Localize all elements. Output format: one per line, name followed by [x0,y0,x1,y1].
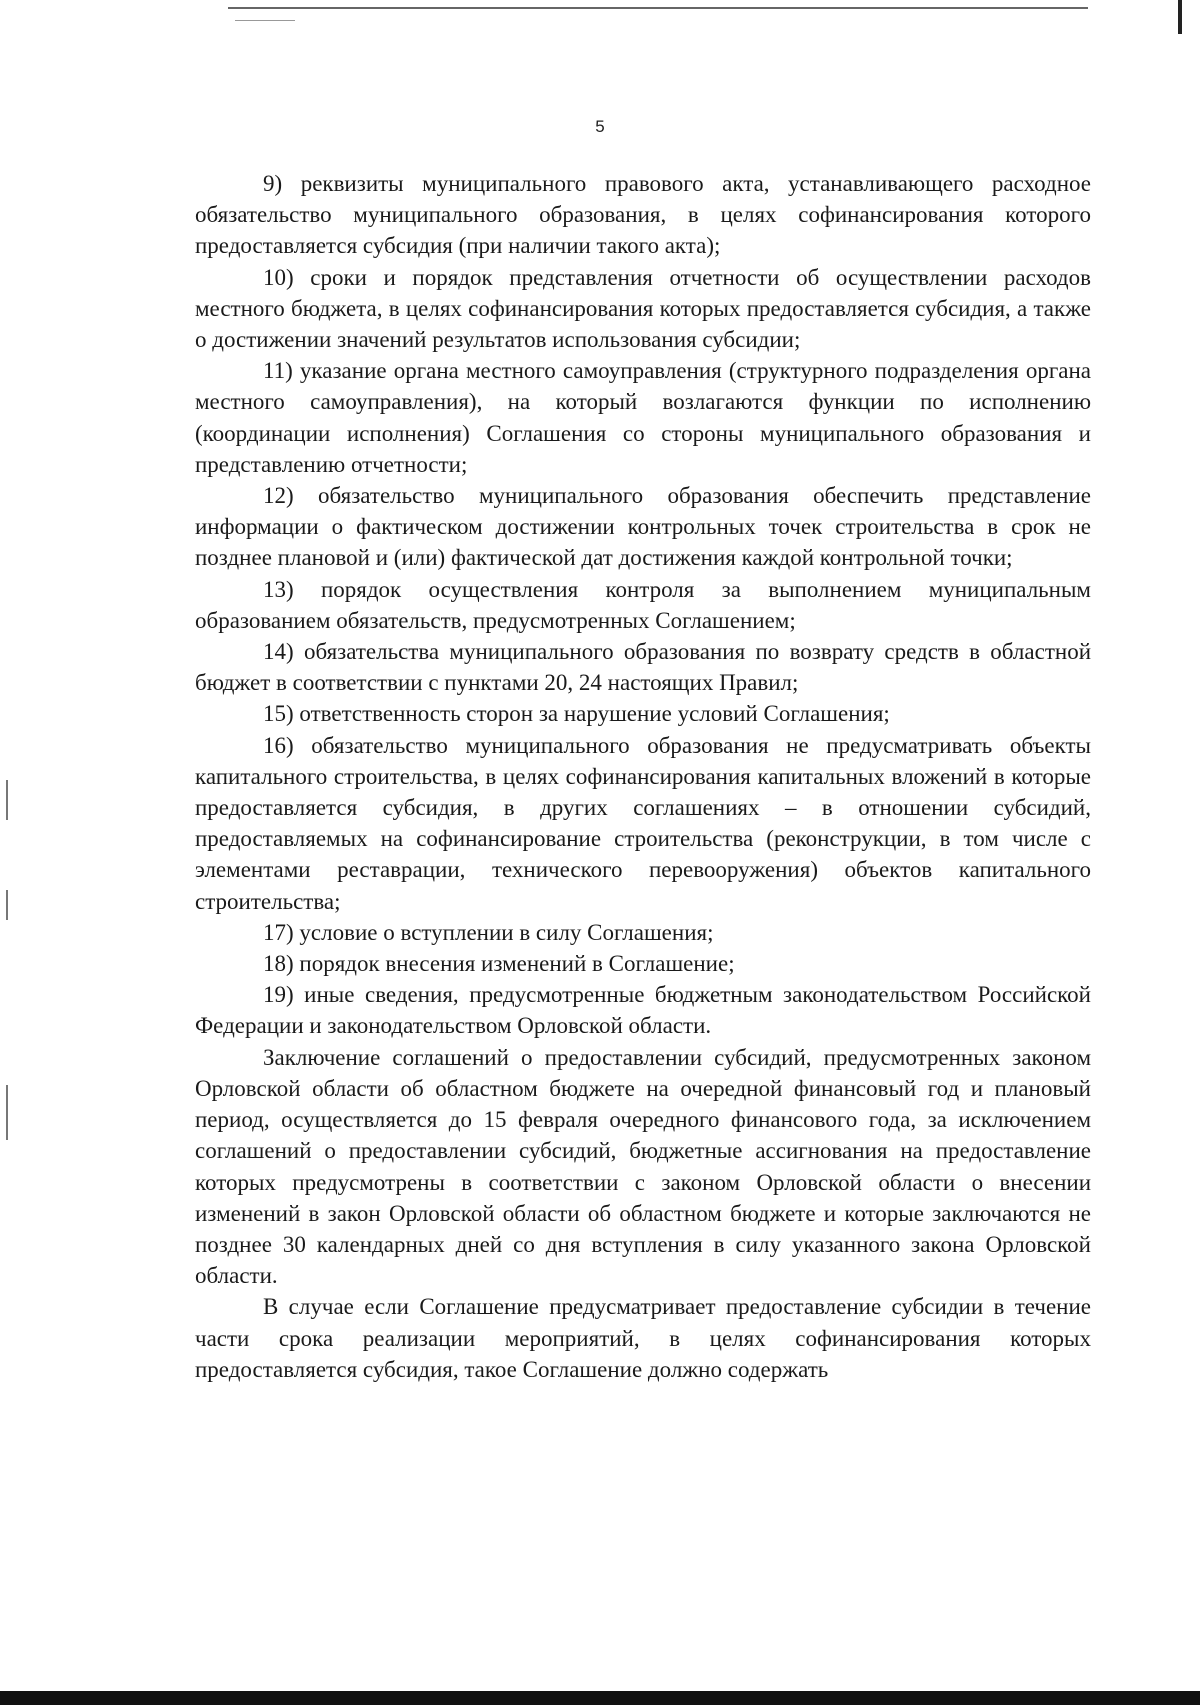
paragraph: 16) обязательство муниципального образования не предусматривать объекты капитального строительства, в целях софинансирования капитальных вложений в которые предоставляется субсидия, в других соглашениях – в отношении субсидий, предоставляемых на софинансирование строительства (реконструкции, в том числе с элементами реставрации, технического перевооружения) объектов капитального строительства; [195,732,1091,914]
paragraph: 9) реквизиты муниципального правового акта, устанавливающего расходное обязательство муниципального образования, в целях софинансирования которого предоставляется субсидия (при наличии такого акта); [195,171,1091,259]
paragraph: 19) иные сведения, предусмотренные бюджетным законодательством Российской Федерации и законодательством Орловской области. [195,982,1091,1039]
scan-top-edge [228,7,1088,9]
scan-right-edge [1178,0,1182,34]
paragraph: 10) сроки и порядок представления отчетности об осуществлении расходов местного бюджета, в целях софинансирования которых предоставляется субсидия, а также о достижении значений результатов использования субсидии; [195,264,1091,353]
paragraph: Заключение соглашений о предоставлении субсидий, предусмотренных законом Орловской области об областном бюджете на очередной финансовый год и плановый период, осуществляется до 15 февраля очередного финансового года, за исключением соглашений о предоставлении субсидий, бюджетные ассигнования на предоставление которых предусмотрены в соответствии с законом Орловской области о внесении изменений в закон Орловской области об областном бюджете и которые заключаются не позднее 30 календарных дней со дня вступления в силу указанного закона Орловской области. [195,1044,1091,1289]
page-number: 5 [595,117,605,136]
paragraph: 15) ответственность сторон за нарушение условий Соглашения; [263,701,890,727]
scan-bottom-edge [0,1691,1200,1705]
scan-top-mark [235,20,295,21]
paragraph: 14) обязательства муниципального образования по возврату средств в областной бюджет в соответствии с пунктами 20, 24 настоящих Правил; [195,639,1091,696]
document-body [195,168,1091,1385]
paragraph: В случае если Соглашение предусматривает предоставление субсидии в течение части срока реализации мероприятий, в целях софинансирования которых предоставляется субсидия, такое Соглашение должно содержать [195,1294,1091,1382]
scan-left-mark [6,1085,8,1140]
scan-left-mark [6,890,8,920]
paragraph: 11) указание органа местного самоуправления (структурного подразделения органа местного самоуправления), на который возлагаются функции по исполнению (координации исполнения) Соглашения со стороны муниципального образования и представлению отчетности; [195,358,1091,477]
paragraph: 12) обязательство муниципального образования обеспечить представление информации о фактическом достижении контрольных точек строительства в срок не позднее плановой и (или) фактической дат достижения каждой контрольной точки; [195,483,1091,571]
paragraph: 18) порядок внесения изменений в Соглашение; [263,951,735,977]
paragraph: 17) условие о вступлении в силу Соглашения; [263,919,714,945]
paragraph: 13) порядок осуществления контроля за выполнением муниципальным образованием обязательств, предусмотренных Соглашением; [195,576,1091,633]
scan-left-mark [6,780,8,820]
